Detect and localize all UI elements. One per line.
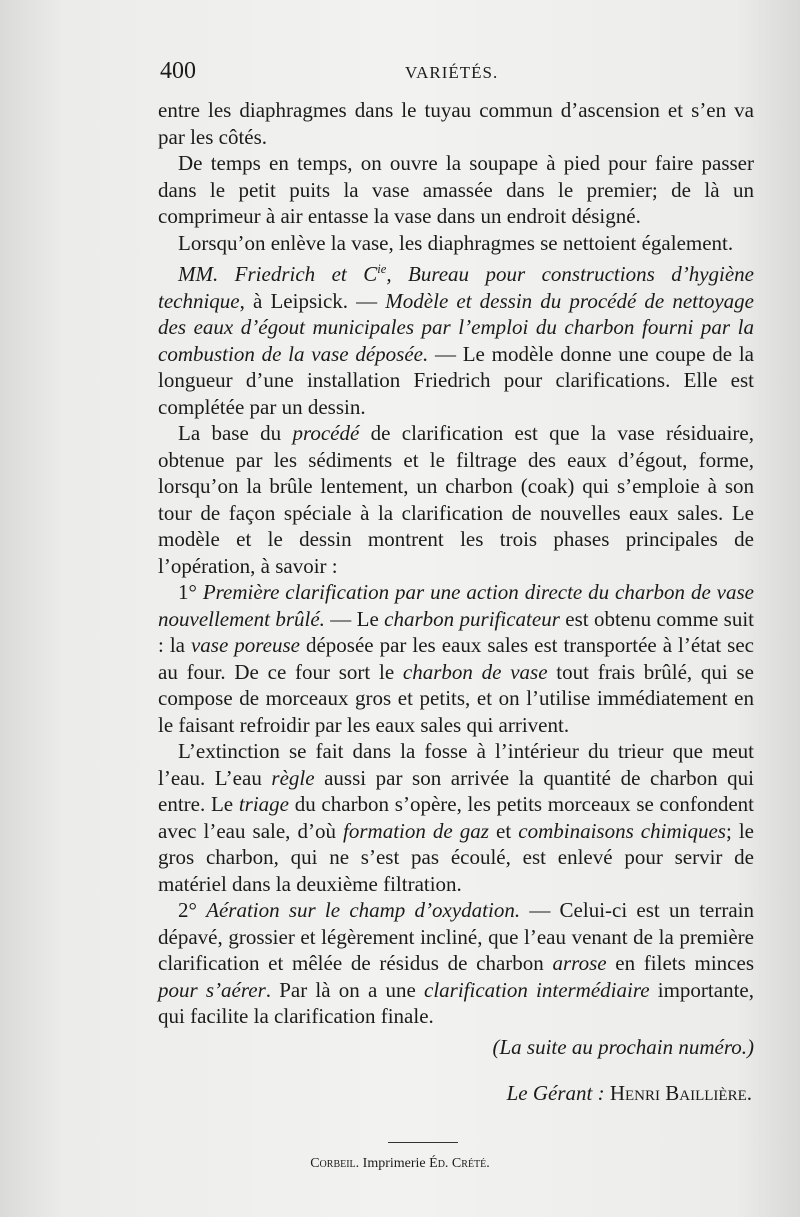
- italic-text: combinaisons chimiques: [518, 818, 726, 843]
- italic-text: procédé: [292, 421, 360, 445]
- gerant-label: Le Gérant :: [506, 1081, 610, 1105]
- body-text: [158, 97, 754, 1107]
- text-segment: — Le: [324, 606, 385, 631]
- paragraph: [158, 150, 754, 230]
- gerant-signature: [158, 1080, 754, 1107]
- imprint-text: Imprimerie: [359, 1156, 430, 1171]
- italic-text: vase poreuse: [190, 633, 300, 657]
- text-segment: De temps en temps, on ouvre la soupape à pied pour faire passer dans le petit puits la vase amassée dans le premier; de là un comprimeur à air entasse la vase dans un endroit désigné.: [158, 151, 754, 228]
- paragraph: [158, 256, 754, 420]
- page-number: 400: [160, 58, 196, 84]
- paragraph: [158, 420, 754, 579]
- italic-text: triage: [238, 792, 289, 816]
- running-head: VARIÉTÉS.: [405, 63, 499, 82]
- italic-text: MM. Friedrich et C: [178, 262, 378, 286]
- text-segment: importante, qui facilite la clarification finale.: [158, 977, 754, 1028]
- page-header: [160, 58, 760, 90]
- text-segment: aussi par son arrivée la quantité de charbon qui entre. Le: [158, 765, 754, 816]
- italic-text: charbon purificateur: [384, 606, 560, 631]
- imprint-printer: Éd. Crété.: [429, 1156, 490, 1171]
- paragraph: [158, 579, 754, 738]
- text-segment: tout frais brûlé, qui se compose de morceaux gros et petits, et on l’utilise immédiatement en le faisant refroidir par les eaux sales qui arrivent.: [158, 659, 754, 737]
- italic-text: arrose: [552, 951, 607, 975]
- italic-text: , Bureau pour constructions d’hygiène technique: [158, 262, 754, 313]
- paragraph: [158, 230, 754, 257]
- italic-text: Modèle et dessin du procédé de nettoyage des eaux d’égout municipales par l’emploi du charbon fourni par la combustion de la vase déposée.: [158, 288, 754, 366]
- paragraph-list: [158, 97, 754, 1030]
- text-segment: Lorsqu’on enlève la vase, les diaphragmes se nettoient également.: [178, 230, 734, 255]
- text-segment: en filets minces: [606, 951, 754, 975]
- italic-text: clarification intermédiaire: [424, 977, 650, 1002]
- text-segment: — Celui-ci est un terrain dépavé, grossier et légèrement incliné, que l’eau venant de la première clarification et mêlée de résidus de charbon: [158, 898, 755, 975]
- continuation-note: (La suite au prochain numéro.): [492, 1034, 754, 1059]
- printer-imprint: [0, 1156, 800, 1172]
- gerant-name: Henri Baillière.: [609, 1081, 752, 1105]
- text-segment: 2°: [178, 898, 207, 922]
- italic-text: charbon de vase: [402, 659, 548, 684]
- text-segment: L’extinction se fait dans la fosse à l’intérieur du trieur que meut l’eau. L’eau: [158, 739, 754, 790]
- paragraph: [158, 897, 754, 1030]
- text-segment: , à Leipsick. —: [239, 288, 386, 313]
- italic-text: règle: [271, 765, 315, 790]
- italic-text: pour s’aérer: [158, 977, 266, 1002]
- imprint-city: Corbeil.: [310, 1156, 360, 1171]
- text-segment: — Le modèle donne une coupe de la longueur d’une installation Friedrich pour clarifications. Elle est complétée par un dessin.: [158, 341, 754, 419]
- superscript-text: ie: [377, 262, 387, 276]
- italic-text: formation de gaz: [343, 818, 489, 843]
- footer-rule: [388, 1142, 458, 1143]
- italic-text: Aération sur le champ d’oxydation.: [206, 898, 521, 922]
- text-segment: entre les diaphragmes dans le tuyau commun d’ascension et s’en va par les côtés.: [158, 98, 754, 149]
- text-segment: . Par là on a une: [265, 977, 424, 1002]
- text-segment: du charbon s’opère, les petits morceaux se confondent avec l’eau sale, d’où: [158, 792, 754, 843]
- paragraph: [158, 97, 754, 150]
- italic-text: Première clarification par une action directe du charbon de vase nouvellement brûlé.: [158, 580, 754, 631]
- text-segment: de clarification est que la vase résiduaire, obtenue par les sédiments et le filtrage des eaux d’égout, forme, lorsqu’on la brûle lentement, un charbon (coak) qui s’emploie à son tour de façon spéciale à la clarification de nouvelles eaux sales. Le modèle et le dessin montrent les trois phases principales de l’opération, à savoir :: [158, 421, 754, 578]
- text-segment: déposée par les eaux sales est transportée à l’état sec au four. De ce four sort le: [158, 633, 754, 684]
- text-segment: 1°: [178, 580, 203, 604]
- paragraph: [158, 738, 754, 897]
- text-segment: est obtenu comme suit : la: [158, 606, 754, 657]
- text-segment: et: [488, 818, 519, 843]
- text-segment: La base du: [178, 421, 293, 445]
- text-segment: ; le gros charbon, qui ne s’est pas écoulé, est enlevé pour servir de matériel dans la deuxième filtration.: [158, 818, 754, 896]
